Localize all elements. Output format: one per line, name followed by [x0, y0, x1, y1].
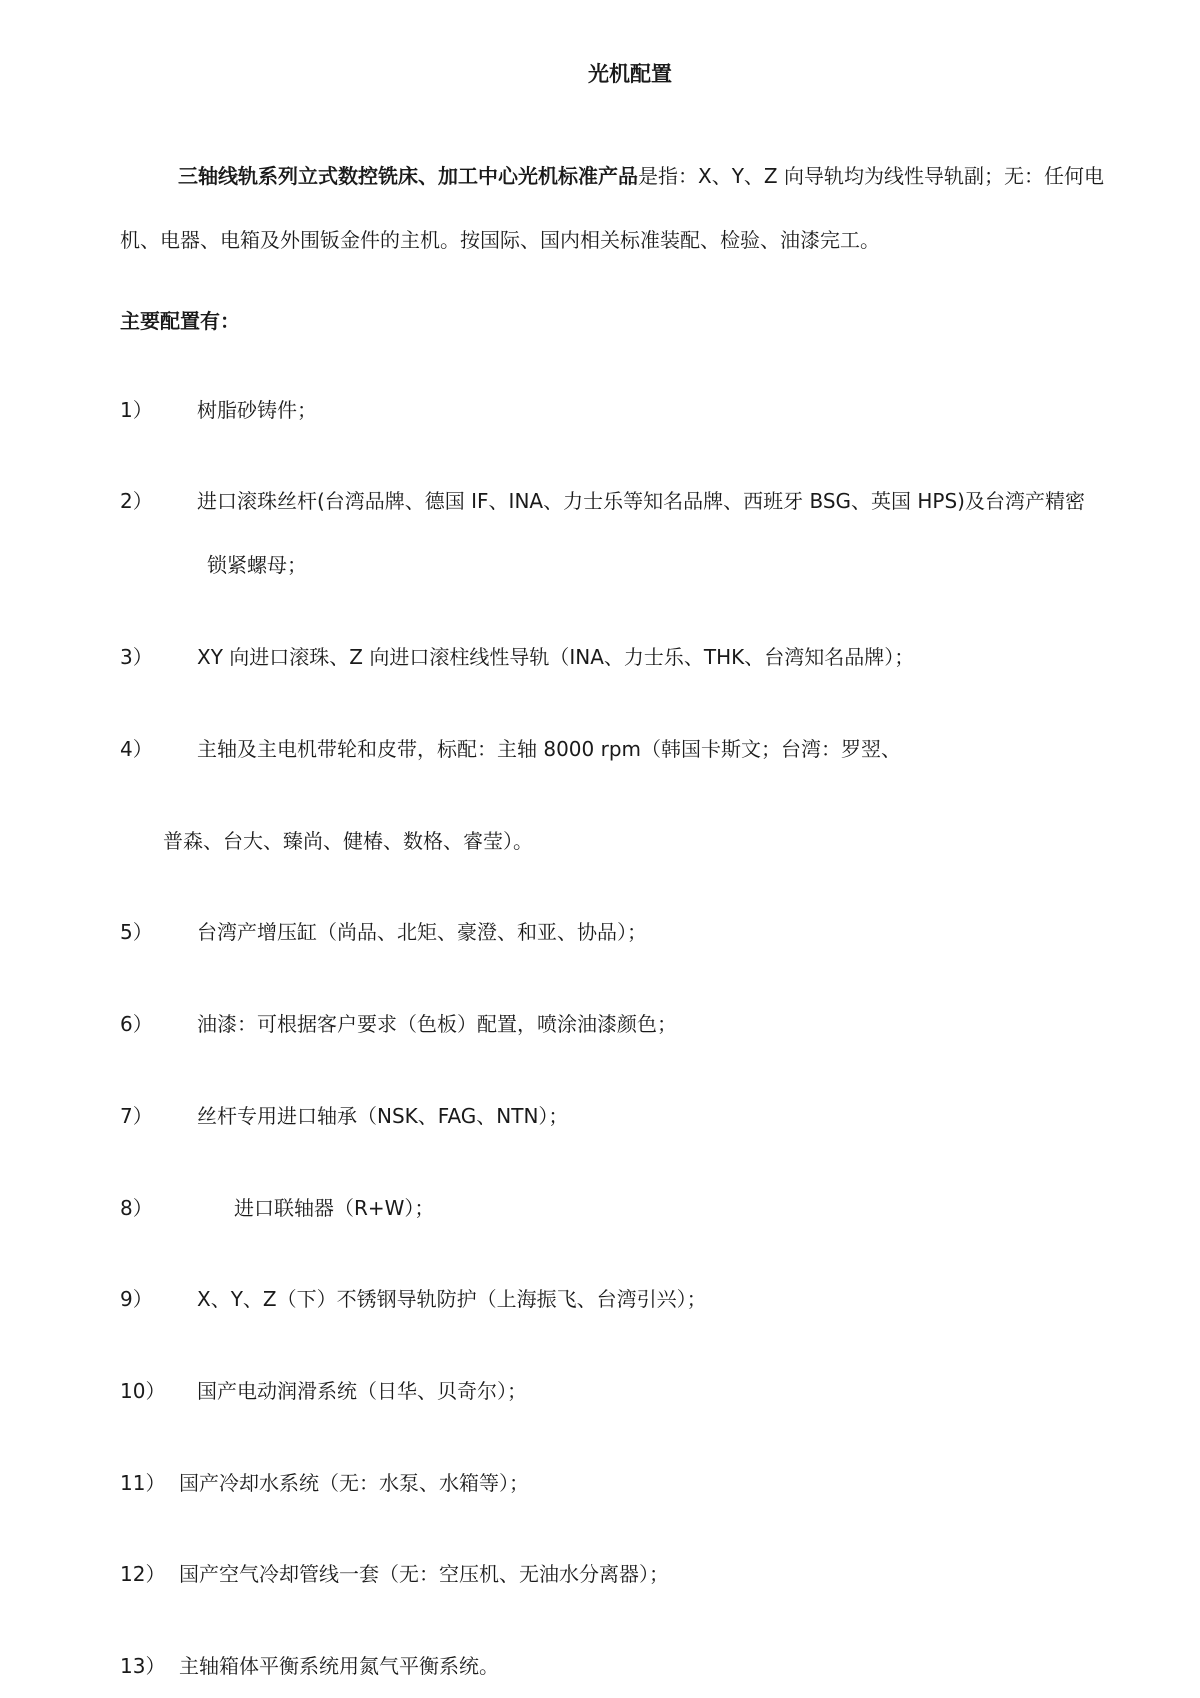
list-item-number: 4）: [120, 737, 153, 761]
list-item-text: 丝杆专用进口轴承（NSK、FAG、NTN）；: [197, 1104, 569, 1128]
list-item-text: 台湾产增压缸（尚品、北矩、豪澄、和亚、协品）；: [197, 920, 647, 944]
list-item-number: 11）: [120, 1471, 166, 1495]
page-title: 光机配置: [588, 62, 672, 86]
section-heading: 主要配置有：: [120, 309, 240, 333]
list-item-number: 7）: [120, 1104, 153, 1128]
list-item-number: 2）: [120, 489, 153, 513]
list-item-text: XY 向进口滚珠、Z 向进口滚柱线性导轨（INA、力士乐、THK、台湾知名品牌）；: [197, 645, 915, 669]
list-item-text: 树脂砂铸件；: [197, 398, 317, 422]
intro-paragraph: [120, 144, 1140, 272]
list-item-number: 9）: [120, 1287, 153, 1311]
intro-rest: 是指：X、Y、Z 向导轨均为线性导轨副；无：任何电机、电器、电箱及外围钣金件的主机。按国际、国内相关标准装配、检验、油漆完工。: [120, 164, 1104, 252]
list-item-number: 10）: [120, 1379, 166, 1403]
list-item-text: 进口滚珠丝杆(台湾品牌、德国 IF、INA、力士乐等知名品牌、西班牙 BSG、英国 HPS)及台湾产精密: [197, 489, 1085, 513]
list-item-text: X、Y、Z（下）不锈钢导轨防护（上海振飞、台湾引兴）；: [197, 1287, 707, 1311]
list-item-number: 5）: [120, 920, 153, 944]
list-item-text: 主轴箱体平衡系统用氮气平衡系统。: [179, 1654, 499, 1678]
list-item-text: 国产冷却水系统（无：水泵、水箱等）；: [179, 1471, 529, 1495]
list-item-number: 6）: [120, 1012, 153, 1036]
list-item-number: 12）: [120, 1562, 166, 1586]
list-item-text: 进口联轴器（R+W）；: [234, 1196, 435, 1220]
list-item-text: 国产电动润滑系统（日华、贝奇尔）；: [197, 1379, 527, 1403]
list-item-number: 1）: [120, 398, 153, 422]
list-item-number: 13）: [120, 1654, 166, 1678]
list-item-text: 国产空气冷却管线一套（无：空压机、无油水分离器）；: [179, 1562, 669, 1586]
list-item-number: 8）: [120, 1196, 153, 1220]
list-item-number: 3）: [120, 645, 153, 669]
list-item-continuation: 锁紧螺母；: [207, 553, 307, 577]
list-item-text: 主轴及主电机带轮和皮带，标配：主轴 8000 rpm（韩国卡斯文；台湾：罗翌、: [197, 737, 902, 761]
intro-bold-lead: 三轴线轨系列立式数控铣床、加工中心光机标准产品: [178, 164, 638, 188]
list-item-continuation: 普森、台大、臻尚、健椿、数格、睿莹）。: [163, 829, 533, 853]
list-item-text: 油漆：可根据客户要求（色板）配置，喷涂油漆颜色；: [197, 1012, 677, 1036]
